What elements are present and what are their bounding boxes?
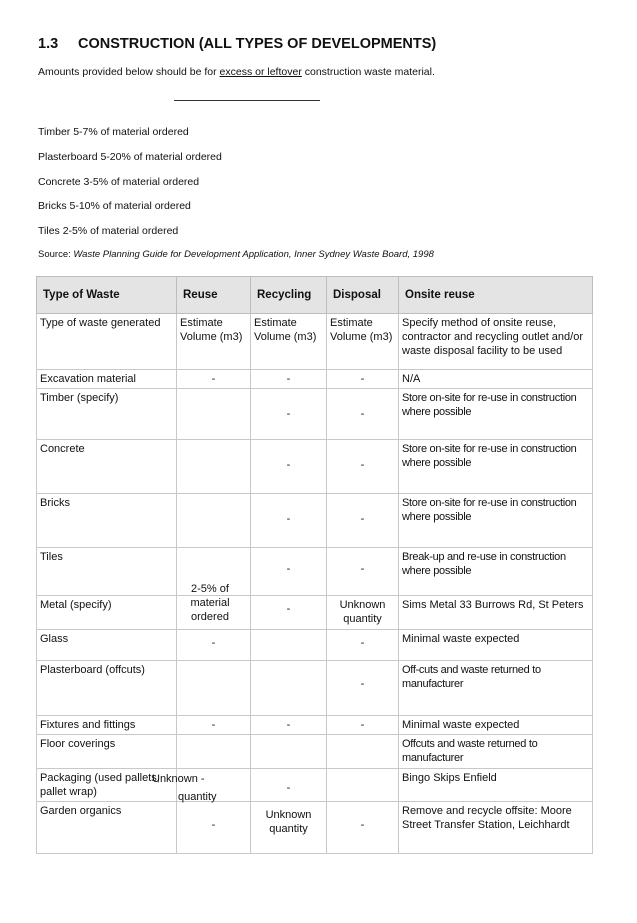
dash: - — [286, 408, 291, 420]
header-onsite: Onsite reuse — [399, 277, 593, 314]
table-row — [37, 494, 593, 548]
cell-type: Type of waste generated — [37, 314, 177, 370]
cell-onsite: Offcuts and waste returned to manufacturer — [399, 735, 593, 769]
waste-table — [36, 276, 593, 854]
cell-recycling — [251, 548, 327, 596]
waste-rate-item: Tiles 2-5% of material ordered — [38, 225, 179, 237]
cell-disposal — [327, 802, 399, 854]
section-title: CONSTRUCTION (ALL TYPES OF DEVELOPMENTS) — [78, 36, 437, 52]
cell-disposal — [327, 389, 399, 440]
cell-recycling — [251, 630, 327, 661]
dash: - — [286, 782, 291, 794]
cell-disposal — [327, 630, 399, 661]
cell-reuse — [177, 735, 251, 769]
table-row — [37, 769, 593, 802]
cell-recycling — [251, 661, 327, 716]
header-disposal: Disposal — [327, 277, 399, 314]
cell-type: Tiles — [37, 548, 177, 596]
table-row — [37, 389, 593, 440]
cell-type: Concrete — [37, 440, 177, 494]
waste-rate-item: Timber 5-7% of material ordered — [38, 126, 189, 138]
dash: - — [360, 563, 365, 575]
cell-onsite: Specify method of onsite reuse, contractor and recycling outlet and/or waste disposal facility to be used — [399, 314, 593, 370]
recycling-note: Unknown quantity — [265, 809, 312, 835]
cell-onsite: Break-up and re-use in construction where possible — [399, 548, 593, 596]
cell-disposal — [327, 494, 399, 548]
source-citation — [38, 249, 434, 260]
cell-type: Bricks — [37, 494, 177, 548]
cell-recycling — [251, 735, 327, 769]
cell-type: Metal (specify) — [37, 596, 177, 630]
cell-disposal: Unknown quantity — [327, 596, 399, 630]
table-row — [37, 735, 593, 769]
cell-reuse: Estimate Volume (m3) — [177, 314, 251, 370]
dash: - — [360, 459, 365, 471]
table-row — [37, 314, 593, 370]
waste-rate-item: Bricks 5-10% of material ordered — [38, 200, 191, 212]
cell-onsite: Minimal waste expected — [399, 716, 593, 735]
section-number: 1.3 — [38, 36, 59, 52]
blank-line — [174, 100, 320, 101]
cell-onsite: Sims Metal 33 Burrows Rd, St Peters — [399, 596, 593, 630]
cell-reuse — [177, 802, 251, 854]
section-heading — [38, 36, 436, 52]
packaging-reuse-note-1: Unknown - — [152, 773, 205, 785]
header-recycling: Recycling — [251, 277, 327, 314]
cell-onsite: Off-cuts and waste returned to manufacturer — [399, 661, 593, 716]
waste-rate-item: Plasterboard 5-20% of material ordered — [38, 151, 222, 163]
metal-reuse-note: 2-5% of material ordered — [190, 583, 230, 623]
table-row — [37, 630, 593, 661]
dash: - — [360, 408, 365, 420]
dash: - — [360, 819, 365, 831]
table-row — [37, 661, 593, 716]
cell-type: Excavation material — [37, 370, 177, 389]
cell-type: Packaging (used pallets, pallet wrap) — [37, 769, 177, 802]
cell-reuse — [177, 661, 251, 716]
dash: - — [211, 637, 216, 649]
cell-disposal: - — [327, 716, 399, 735]
dash: - — [360, 678, 365, 690]
intro-text — [38, 66, 435, 78]
cell-recycling: Estimate Volume (m3) — [251, 314, 327, 370]
cell-type: Floor coverings — [37, 735, 177, 769]
cell-disposal — [327, 661, 399, 716]
cell-onsite: Minimal waste expected — [399, 630, 593, 661]
cell-recycling: - — [251, 370, 327, 389]
cell-recycling — [251, 596, 327, 630]
dash: - — [286, 563, 291, 575]
intro-underlined: excess or leftover — [219, 66, 302, 78]
cell-recycling: - — [251, 716, 327, 735]
cell-reuse — [177, 440, 251, 494]
table-row — [37, 370, 593, 389]
cell-type: Timber (specify) — [37, 389, 177, 440]
intro-after: construction waste material. — [301, 66, 435, 78]
cell-recycling — [251, 389, 327, 440]
cell-reuse — [177, 389, 251, 440]
table-row — [37, 440, 593, 494]
table-header-row — [37, 277, 593, 314]
cell-recycling — [251, 494, 327, 548]
cell-onsite: Store on-site for re-use in construction where possible — [399, 440, 593, 494]
table-row — [37, 802, 593, 854]
header-type: Type of Waste — [37, 277, 177, 314]
table-row — [37, 596, 593, 630]
cell-reuse — [177, 630, 251, 661]
cell-recycling — [251, 802, 327, 854]
cell-reuse: - — [177, 716, 251, 735]
cell-type: Garden organics — [37, 802, 177, 854]
cell-disposal — [327, 440, 399, 494]
cell-disposal: Estimate Volume (m3) — [327, 314, 399, 370]
table-row — [37, 716, 593, 735]
cell-type: Glass — [37, 630, 177, 661]
cell-reuse: - — [177, 370, 251, 389]
cell-reuse — [177, 494, 251, 548]
dash: - — [286, 513, 291, 525]
header-reuse: Reuse — [177, 277, 251, 314]
dash: - — [360, 637, 365, 649]
dash: - — [286, 603, 291, 615]
cell-recycling — [251, 440, 327, 494]
cell-onsite: Store on-site for re-use in construction where possible — [399, 389, 593, 440]
cell-type: Plasterboard (offcuts) — [37, 661, 177, 716]
source-text: Waste Planning Guide for Development Application, Inner Sydney Waste Board, 1998 — [73, 249, 434, 260]
cell-disposal — [327, 735, 399, 769]
waste-rate-item: Concrete 3-5% of material ordered — [38, 176, 200, 188]
cell-disposal — [327, 769, 399, 802]
cell-type: Fixtures and fittings — [37, 716, 177, 735]
cell-onsite: Store on-site for re-use in construction where possible — [399, 494, 593, 548]
packaging-reuse-note-2: quantity — [178, 791, 217, 803]
source-label: Source: — [38, 249, 74, 260]
dash: - — [360, 513, 365, 525]
cell-disposal: - — [327, 370, 399, 389]
table-row — [37, 548, 593, 596]
dash: - — [286, 459, 291, 471]
cell-onsite: Remove and recycle offsite: Moore Street Transfer Station, Leichhardt — [399, 802, 593, 854]
dash: - — [211, 819, 216, 831]
cell-disposal — [327, 548, 399, 596]
intro-before: Amounts provided below should be for — [38, 66, 220, 78]
cell-recycling — [251, 769, 327, 802]
cell-onsite: Bingo Skips Enfield — [399, 769, 593, 802]
cell-onsite: N/A — [399, 370, 593, 389]
